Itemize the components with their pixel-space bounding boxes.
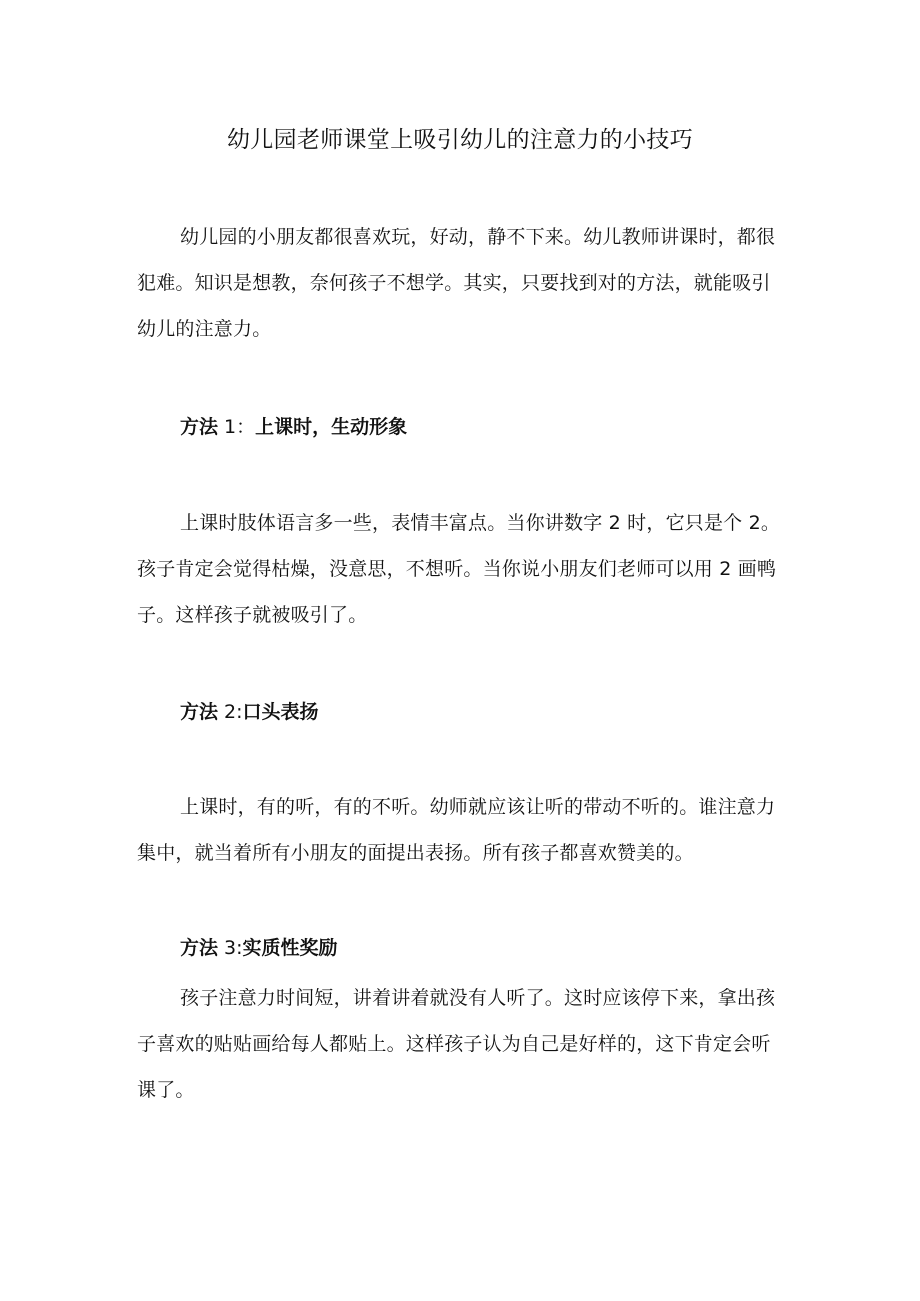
heading-prefix: 方法 [180, 416, 219, 438]
document-title: 幼儿园老师课堂上吸引幼儿的注意力的小技巧 [227, 127, 693, 153]
section-body-1: 上课时肢体语言多一些，表情丰富点。当你讲数字 2 时，它只是个 2。孩子肯定会觉得枯燥，没意思，不想听。当你说小朋友们老师可以用 2 画鸭子。这样孩子就被吸引了。 [137, 512, 781, 626]
heading-prefix: 方法 [180, 701, 219, 723]
heading-number: 3: [218, 937, 243, 959]
heading-number: 2: [218, 701, 243, 723]
heading-text: 口头表扬 [242, 701, 319, 723]
section-heading-2 [180, 697, 319, 727]
section-body-2: 上课时，有的听，有的不听。幼师就应该让听的带动不听的。谁注意力集中，就当着所有小朋友的面提出表扬。所有孩子都喜欢赞美的。 [137, 796, 776, 864]
intro-paragraph: 幼儿园的小朋友都很喜欢玩，好动，静不下来。幼儿教师讲课时，都很犯难。知识是想教，奈何孩子不想学。其实，只要找到对的方法，就能吸引幼儿的注意力。 [137, 226, 776, 340]
section-heading-1 [180, 412, 407, 442]
heading-number: 1： [218, 416, 256, 438]
section-body-3: 孩子注意力时间短，讲着讲着就没有人听了。这时应该停下来，拿出孩子喜欢的贴贴画给每人都贴上。这样孩子认为自己是好样的，这下肯定会听课了。 [137, 987, 776, 1101]
heading-text: 实质性奖励 [242, 937, 338, 959]
heading-text: 上课时，生动形象 [255, 416, 408, 438]
section-heading-3 [180, 933, 338, 963]
heading-prefix: 方法 [180, 937, 219, 959]
